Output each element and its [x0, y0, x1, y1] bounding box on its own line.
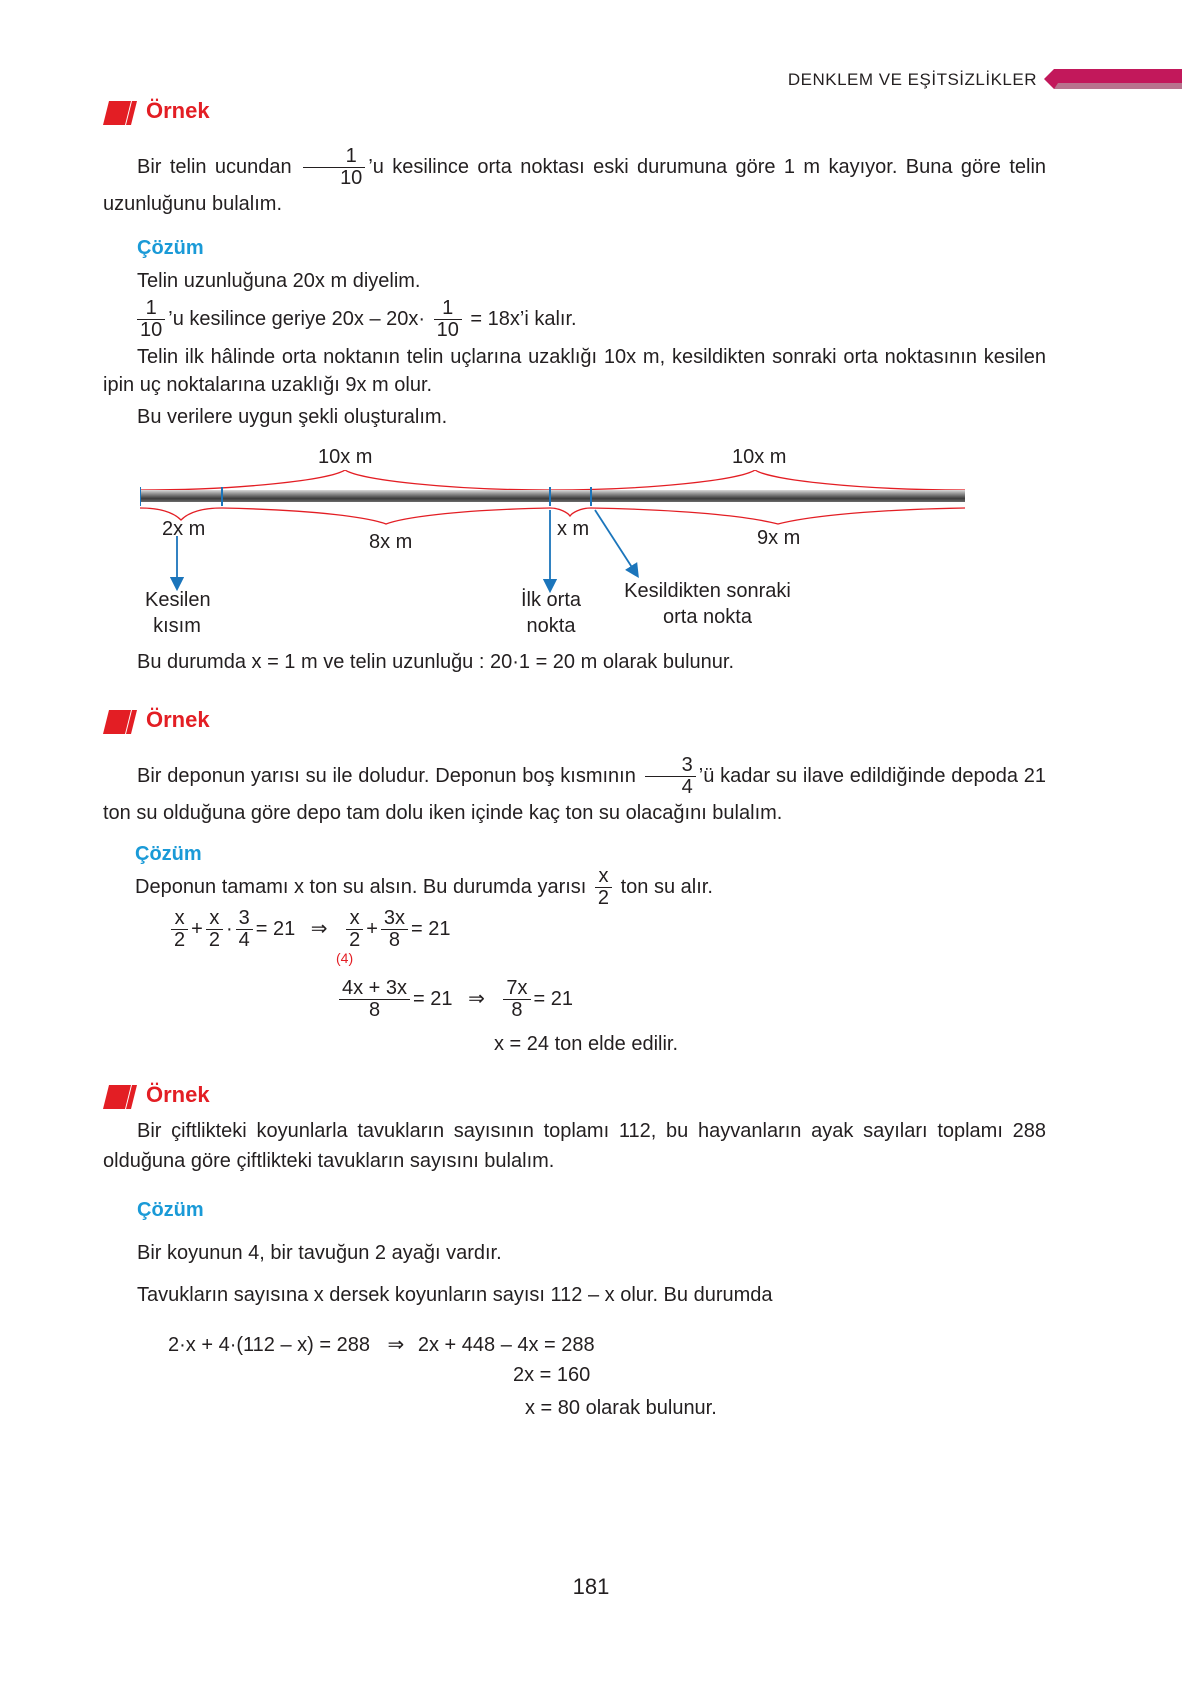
label-x: x m: [557, 518, 590, 540]
example3-equation3: x = 80 olarak bulunur.: [525, 1397, 717, 1419]
label-8x: 8x m: [369, 531, 413, 553]
label-new-mid: Kesildikten sonraki orta nokta: [624, 580, 791, 628]
brace-8x: [222, 508, 550, 524]
top-right-brace: [550, 470, 965, 490]
label-top-left: 10x m: [318, 446, 373, 468]
example3-equation2: 2x = 160: [513, 1364, 591, 1386]
example-label: Örnek: [146, 1082, 210, 1107]
top-left-brace: [140, 470, 550, 490]
brace-9x: [591, 508, 965, 524]
example3-equation1: 2·x + 4·(112 – x) = 288 ⇒ 2x + 448 – 4x = 288: [168, 1334, 595, 1356]
example1-conclusion: Bu durumda x = 1 m ve telin uzunluğu : 20·1 = 20 m olarak bulunur.: [137, 651, 735, 673]
page-number: 181: [572, 1574, 610, 1599]
example2-line1: Deponun tamamı x ton su alsın. Bu durumda yarısı $\frac{x}{2}$ ton su alır.: [135, 865, 713, 909]
label-9x: 9x m: [757, 527, 801, 549]
solution-label: Çözüm: [137, 237, 204, 259]
solution-label: Çözüm: [135, 843, 202, 865]
example-badge-icon: [103, 1085, 137, 1109]
example-badge-icon: [103, 710, 137, 734]
example-label: Örnek: [146, 707, 210, 732]
new-mid-arrow: [595, 510, 635, 572]
example3-line1: Bir koyunun 4, bir tavuğun 2 ayağı vardır.: [137, 1242, 502, 1264]
chapter-tab: [1044, 69, 1182, 89]
example1-problem: Bir telin ucundan $\frac{1}{10}$ ’u kesilince orta noktası eski durumuna göre 1 m kayıyor. Buna göre telin uzunluğunu bulalım.: [103, 145, 1047, 215]
chapter-title: DENKLEM VE EŞİTSİZLİKLER: [787, 70, 1037, 89]
solution-label: Çözüm: [137, 1199, 204, 1221]
example3-line2: Tavukların sayısına x dersek koyunların sayısı 112 – x olur. Bu durumda: [137, 1284, 773, 1306]
example2-equation1: $\frac{x}{2}$ + $\frac{x}{2}$ · $\frac{3}{4}$ = 21 ⇒ $\frac{x}{2}$ + $\frac{3x}{8}$ = 21: [168, 908, 451, 951]
example1-line4: Bu verilere uygun şekli oluşturalım.: [137, 406, 448, 428]
multiplier-note: (4): [336, 950, 354, 966]
wire: [140, 490, 965, 502]
example-label: Örnek: [146, 98, 210, 123]
example2-problem: Bir deponun yarısı su ile doludur. Deponun boş kısmının $\frac{3}{4}$ ’ü kadar su ilave edildiğinde depoda 21 ton su olduğuna göre depo tam dolu iken içinde kaç ton su olacağını bulalım.: [103, 754, 1047, 824]
example3-problem: Bir çiftlikteki koyunlarla tavukların sayısının toplamı 112, bu hayvanların ayak sayıları toplamı 288 olduğuna göre çiftlikteki tavukların sayısını bulalım.: [103, 1120, 1046, 1172]
label-cut-part: Kesilen kısım: [145, 589, 211, 637]
example1-line2: $\frac{1}{10}$ ’u kesilince geriye 20x – 20x· $\frac{1}{10}$ = 18x’i kalır.: [137, 298, 577, 341]
example2-result: x = 24 ton elde edilir.: [494, 1033, 679, 1055]
label-top-right: 10x m: [732, 446, 787, 468]
label-first-mid: İlk orta nokta: [520, 589, 582, 637]
fraction: $\frac{1}{10}$: [303, 146, 365, 189]
brace-x: [550, 508, 591, 516]
example1-line1: Telin uzunluğuna 20x m diyelim.: [137, 270, 421, 292]
example2-equation2: $\frac{4x + 3x}{8}$ = 21 ⇒ $\frac{7x}{8}$ = 21: [336, 978, 573, 1021]
example1-line3: Telin ilk hâlinde orta noktanın telin uçlarına uzaklığı 10x m, kesildikten sonraki orta noktasının kesilen ipin uç noktalarına uzaklığı 9x m olur.: [103, 346, 1046, 396]
label-2x: 2x m: [162, 518, 206, 540]
example-badge-icon: [103, 101, 137, 125]
